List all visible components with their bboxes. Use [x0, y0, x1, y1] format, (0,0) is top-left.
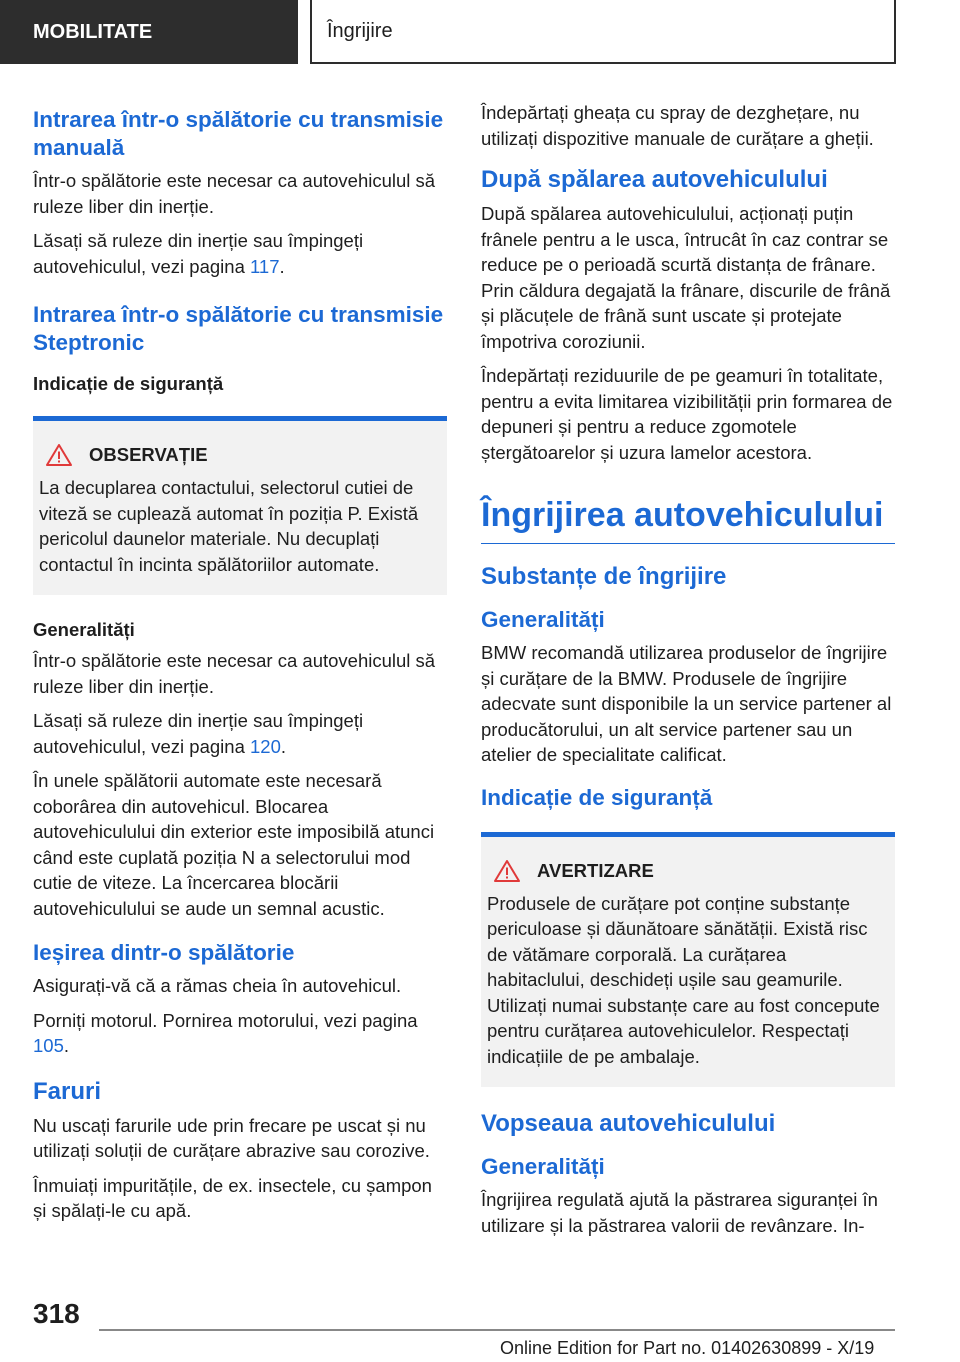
notice-box — [33, 416, 447, 595]
heading-safety: Indicație de siguranță — [33, 373, 224, 394]
heading-care-products: Substanțe de îngrijire — [481, 563, 727, 590]
chapter-heading: Îngrijirea autovehiculului — [481, 493, 895, 544]
warning-title: AVERTIZARE — [537, 859, 654, 881]
header-section — [0, 0, 298, 64]
right-column — [481, 100, 895, 1247]
heading-lights: Faruri — [33, 1077, 102, 1105]
paragraph: După spălarea autovehiculului, acționați puțin frânele pentru a le usca, întrucât în caz contrar se reduce pe o perioadă scurtă distanța de frânare. Prin căldura degajată la frânare, discurile de frână și plăcuțele de frână sunt uscate și protejate împotriva coroziunii. — [481, 203, 891, 352]
footer-edition: Online Edition for Part no. 01402630899 - X/19 — [500, 1338, 875, 1358]
notice-text: La decuplarea contactului, selectorul cutiei de viteză se cuplează automat în poziția P. Există pericolul daunelor materiale. Nu decuplați contactul în incinta spălătoriilor automate. — [39, 477, 419, 575]
paragraph: BMW recomandă utilizarea produselor de îngrijire și curățare de la BMW. Produsele de îngrijire adecvate sunt disponibile la un service partener al producătorului, un alt service partener sau un atelier de specialitate calificat. — [481, 642, 892, 765]
chapter-title: Îngrijire — [327, 19, 393, 42]
heading-general: Generalități — [33, 619, 135, 640]
heading-manual-transmission: Intrarea într-o spălătorie cu transmisie manuală — [33, 107, 444, 160]
warning-triangle-icon — [45, 443, 73, 467]
header-chapter — [310, 0, 896, 64]
heading-after-wash: După spălarea autovehiculului — [481, 166, 828, 193]
paragraph: Asigurați-vă că a rămas cheia în autovehicul. — [33, 975, 402, 996]
footer-divider — [99, 1329, 895, 1331]
paragraph: Într-o spălătorie este necesar ca autovehiculul să ruleze liber din inerție. — [33, 170, 436, 217]
heading-exit: Ieșirea dintr-o spălătorie — [33, 940, 295, 965]
paragraph: Îndepărtați gheața cu spray de dezghețare, nu utilizați dispozitive manuale de curățare a gheții. — [481, 102, 874, 149]
page-link[interactable]: 117 — [250, 255, 280, 277]
notice-title: OBSERVAȚIE — [89, 444, 208, 465]
paragraph: Lăsați să ruleze din inerție sau împingeți autovehiculul, vezi pagina 117. — [33, 230, 364, 277]
heading-paint: Vopseaua autovehiculului — [481, 1110, 776, 1137]
paragraph: Lăsați să ruleze din inerție sau împingeți autovehiculul, vezi pagina 120. — [33, 710, 364, 757]
paragraph: Îndepărtați reziduurile de pe geamuri în totalitate, pentru a evita limitarea vizibilității prin formarea de depuneri și pentru a reduce zgomotele ștergătoarelor și uzura lamelor acestora. — [481, 365, 893, 463]
paragraph: Într-o spălătorie este necesar ca autovehiculul să ruleze liber din inerție. — [33, 650, 436, 697]
heading-care-general: Generalități — [481, 607, 605, 632]
warning-box — [481, 832, 895, 1088]
paragraph: Nu uscați farurile ude prin frecare pe uscat și nu utilizați soluții de curățare abrazive sau corozive. — [33, 1114, 430, 1161]
heading-paint-general: Generalități — [481, 1154, 605, 1179]
paragraph: Înmuiați impuritățile, de ex. insectele, cu șampon și spălați-le cu apă. — [33, 1174, 432, 1221]
page-number: 318 — [33, 1298, 80, 1329]
page-link[interactable]: 105 — [33, 1035, 64, 1056]
heading-care-safety: Indicație de siguranță — [481, 784, 713, 810]
warning-text: Produsele de curățare pot conține substanțe periculoase și dăunătoare sănătății. Există risc de vătămare corporală. La curățarea habitaclului, deschideți ușile sau geamurile. Utilizați numai substanțe care au fost concepute pentru curățarea autovehiculelor. Respectați indicațiile de pe ambalaje. — [487, 892, 880, 1067]
left-column — [33, 100, 447, 1233]
heading-steptronic: Intrarea într-o spălătorie cu transmisie Steptronic — [33, 302, 444, 355]
paragraph: Îngrijirea regulată ajută la păstrarea siguranței în utilizare și la păstrarea valorii de revânzare. In- — [481, 1189, 878, 1236]
page-link[interactable]: 120 — [250, 735, 281, 757]
section-title: MOBILITATE — [33, 20, 153, 43]
paragraph: În unele spălătorii automate este necesară coborârea din autovehicul. Blocarea autovehiculului din exterior este imposibilă atunci când este cuplată poziția N a selectorului mod cutie de viteze. La încercarea blocării autovehiculului se aude un semnal acustic. — [33, 770, 435, 919]
paragraph: Porniți motorul. Pornirea motorului, vezi pagina 105. — [33, 1009, 418, 1056]
warning-triangle-icon — [493, 859, 521, 883]
